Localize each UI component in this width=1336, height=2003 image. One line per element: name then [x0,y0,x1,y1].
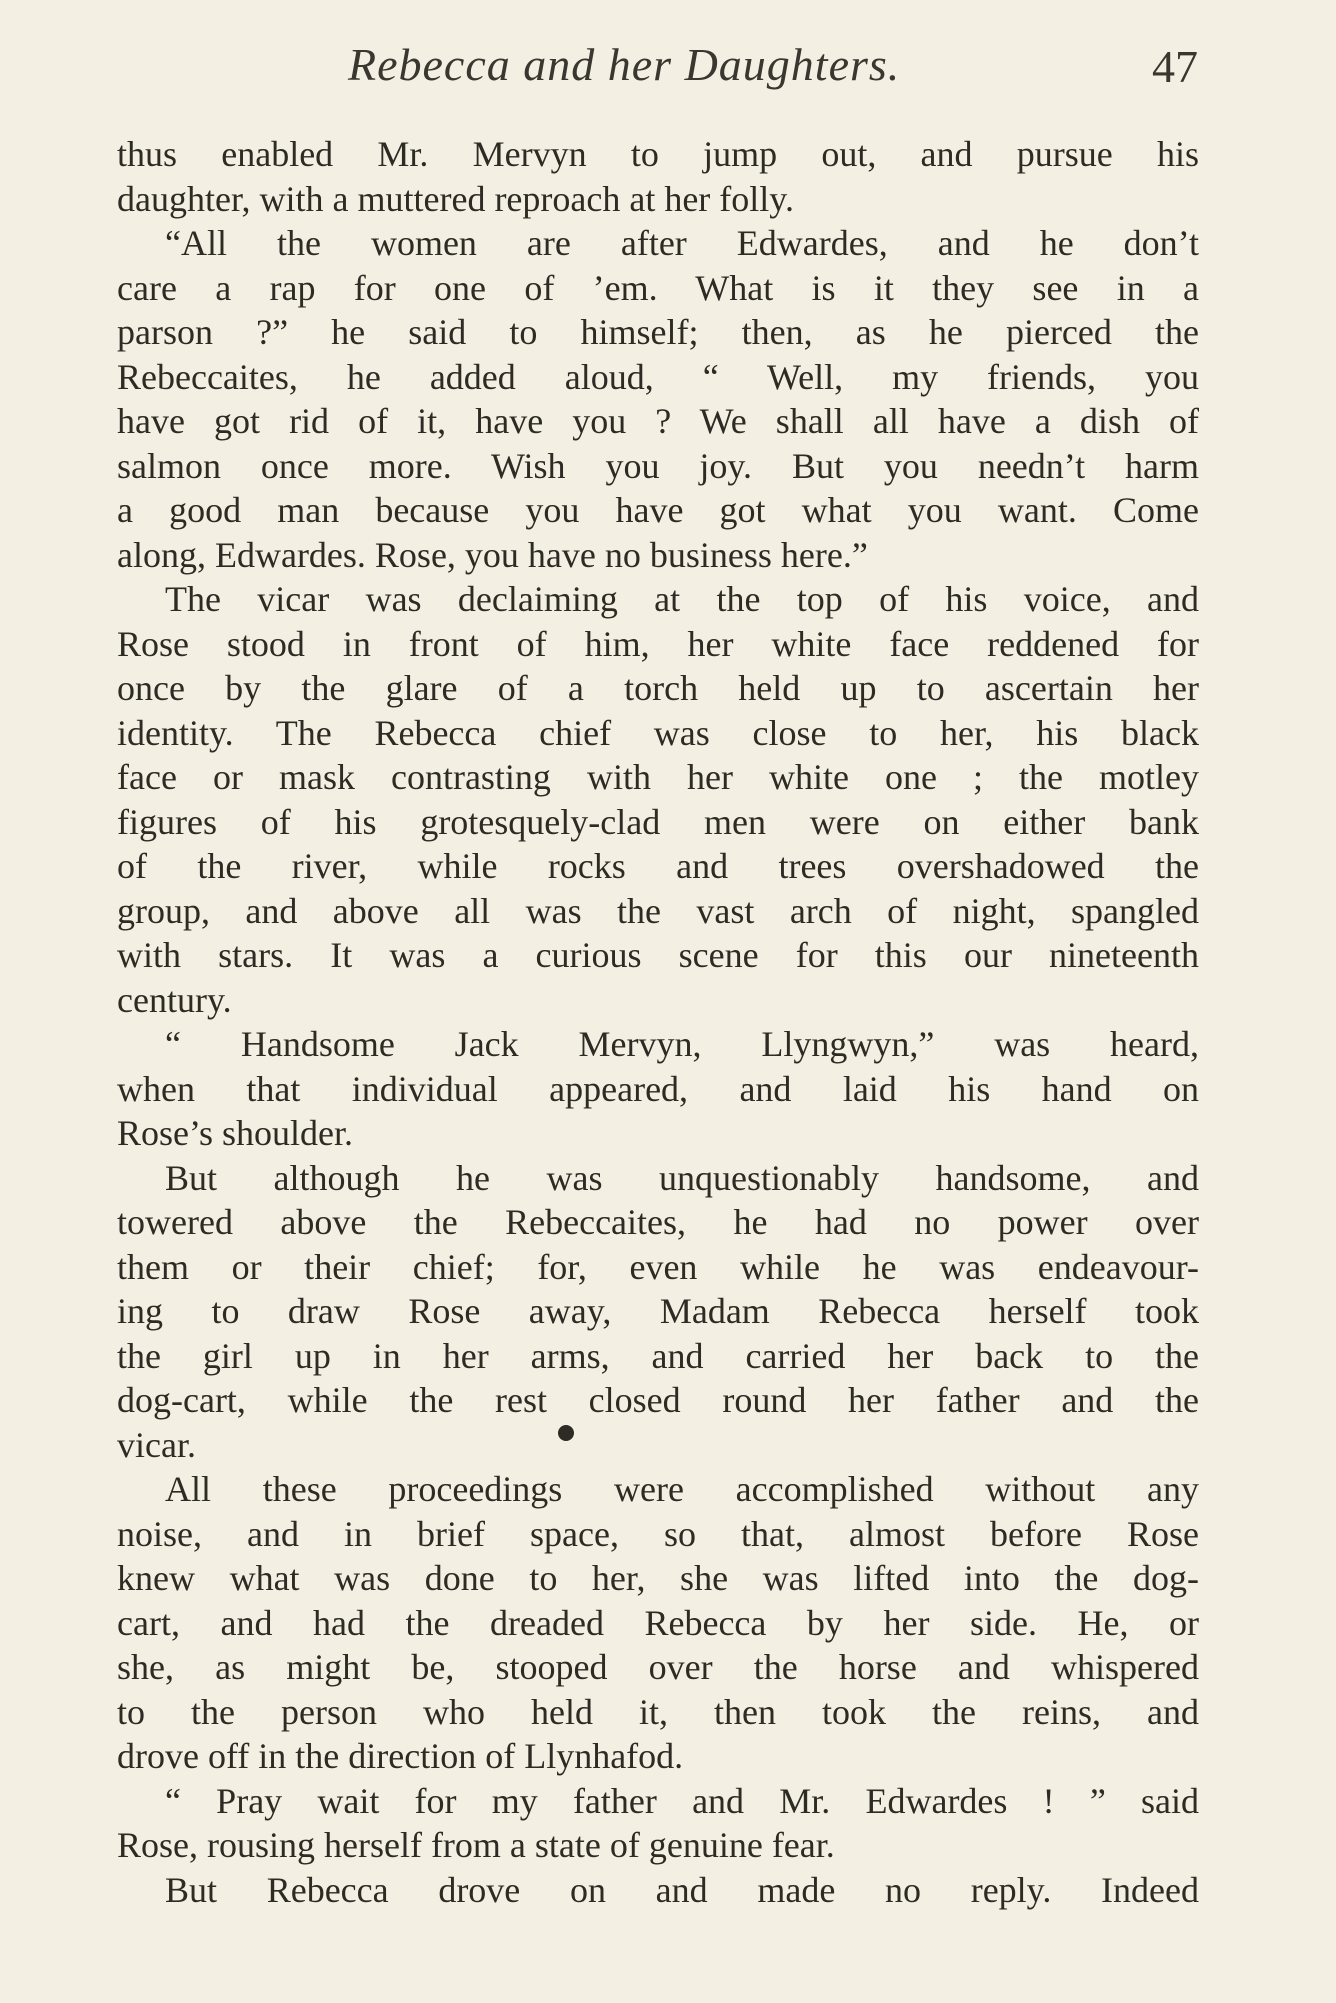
text-line: with stars. It was a curious scene for this our nineteenth [117,935,1199,975]
text-line: salmon once more. Wish you joy. But you needn’t harm [117,445,1199,486]
text-line: Rose’s shoulder. [117,1113,354,1153]
text-line: parson ?” he said to himself; then, as he pierced the [117,312,1199,352]
page-number: 47 [1152,41,1198,92]
text-line: identity. The Rebecca chief was close to her, his black [117,712,1199,753]
text-line: group, and above all was the vast arch of night, spangled [117,890,1199,931]
body-text [117,132,1199,1912]
text-line: knew what was done to her, she was lifted into the dog- [117,1558,1199,1598]
text-line: when that individual appeared, and laid his hand on [117,1068,1199,1109]
text-line: once by the glare of a torch held up to ascertain her [117,668,1199,708]
text-line: care a rap for one of ’em. What is it they see in a [117,267,1199,308]
running-title: Rebecca and her Daughters. [348,39,901,90]
text-line: “ Pray wait for my father and Mr. Edwardes ! ” said [165,1780,1199,1821]
text-line: vicar. [117,1424,196,1465]
text-line: figures of his grotesquely-clad men were on either bank [117,801,1199,842]
running-head [118,38,1198,98]
text-line: “ Handsome Jack Mervyn, Llyngwyn,” was heard, [165,1024,1199,1064]
text-line: face or mask contrasting with her white one ; the motley [117,757,1199,797]
text-line: she, as might be, stooped over the horse and whispered [117,1647,1199,1687]
text-line: daughter, with a muttered reproach at her folly. [117,178,794,219]
text-line: century. [117,979,232,1020]
text-line: ing to draw Rose away, Madam Rebecca herself took [117,1291,1199,1331]
text-line: towered above the Rebeccaites, he had no power over [117,1202,1199,1242]
text-line: Rose stood in front of him, her white face reddened for [117,623,1199,664]
text-line: of the river, while rocks and trees overshadowed the [117,846,1199,886]
text-line: cart, and had the dreaded Rebecca by her side. He, or [117,1602,1199,1643]
text-line: have got rid of it, have you ? We shall all have a dish of [117,401,1199,441]
text-line: them or their chief; for, even while he was endeavour- [117,1246,1199,1287]
text-line: But Rebecca drove on and made no reply. Indeed [165,1869,1199,1910]
text-line: But although he was unquestionably handsome, and [165,1157,1199,1198]
text-line: along, Edwardes. Rose, you have no business here.” [117,534,868,575]
text-line: the girl up in her arms, and carried her back to the [117,1335,1199,1376]
text-line: drove off in the direction of Llynhafod. [117,1736,684,1776]
text-line: thus enabled Mr. Mervyn to jump out, and pursue his [117,134,1199,174]
text-line: to the person who held it, then took the reins, and [117,1691,1199,1732]
text-line: “All the women are after Edwardes, and he don’t [165,223,1199,263]
text-line: dog-cart, while the rest closed round her father and the [117,1380,1199,1420]
text-line: All these proceedings were accomplished without any [165,1469,1199,1509]
text-line: noise, and in brief space, so that, almost before Rose [117,1513,1199,1554]
ink-blot-ornament [558,1425,574,1441]
text-line: Rose, rousing herself from a state of genuine fear. [117,1825,835,1865]
text-line: Rebeccaites, he added aloud, “ Well, my friends, you [117,356,1199,397]
text-line: The vicar was declaiming at the top of his voice, and [165,579,1199,619]
text-line: a good man because you have got what you want. Come [117,490,1199,530]
